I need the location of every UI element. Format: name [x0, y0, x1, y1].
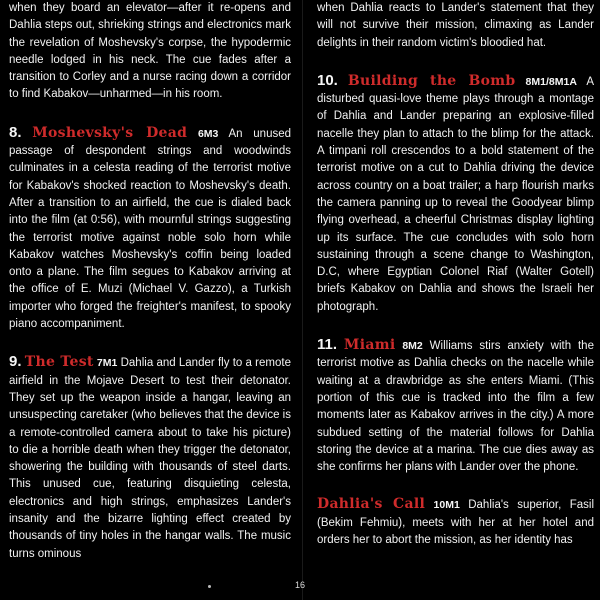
section-10-text: A disturbed quasi-love theme plays through a montage of Dahlia and Lander preparing an explosive-filled nacelle they plan to attach to the blimp for the attack. A timpani roll crescendos to a bold statement of the terrorist motive on a cut to Dahlia driving the device across country on a boat trailer; a harp flourish marks the camera panning up to reveal the Goodyear blimp flying overhead, a cheerful Christmas display lighting up its surface. The cue concludes with solo horn sustaining through a scene change to Washington, D.C, where Egyptian Colonel Riaf (Walter Gotell) briefs Kabakov on Dahlia and shows the Israeli her photograph. [317, 75, 594, 313]
section-10 [317, 72, 594, 316]
right-column [317, 0, 594, 549]
section-8-code: 6M3 [197, 127, 219, 140]
section-10-code: 8M1/8M1A [525, 75, 577, 88]
section-9-text: Dahlia and Lander fly to a remote airfield in the Mojave Desert to test their detonator. They set up the weapon inside a hangar, leaving an unsuspecting caretaker (who believes that the device is a remote-controlled camera about to take his picture) to die a horrible death when they trigger the detonator, showering the building with thousands of steel darts. This unused cue, featuring disquieting celesta, electronics and high strings, emphasizes Lander's insanity and the bizarre lighting effect created by thousands of tiny holes in the hangar walls. The music turns ominous [9, 357, 291, 560]
section-11-code: 8M2 [402, 340, 423, 353]
page-number: 16 [294, 580, 305, 590]
section-8-number: 8. [9, 123, 22, 141]
section-8 [9, 124, 291, 334]
section-10-title: Building the Bomb [347, 72, 516, 89]
section-8-title: Moshevsky's Dead [32, 124, 188, 141]
section-9-number: 9. [9, 353, 22, 371]
right-intro-paragraph: when Dahlia reacts to Lander's statement that they will not survive their mission, climaxing as Lander delights in their random victim's bloodied hat. [317, 2, 594, 49]
section-10-number: 10. [317, 71, 338, 89]
section-9-code: 7M1 [96, 357, 118, 370]
section-12-title: Dahlia's Call [317, 496, 426, 513]
section-12 [317, 496, 594, 549]
section-12-text: Dahlia's superior, Fasil (Bekim Fehmiu), meets with her at her hotel and orders her to abort the mission, as her identity has [317, 499, 594, 547]
section-11 [317, 336, 594, 476]
section-9 [9, 353, 291, 563]
section-11-title: Miami [343, 337, 396, 354]
left-column [9, 0, 291, 563]
column-divider [302, 0, 303, 600]
section-9-title: The Test [24, 354, 94, 371]
left-intro-paragraph: when they board an elevator—after it re-opens and Dahlia steps out, shrieking strings and electronics mark the revelation of Moshevsky's corpse, the hypodermic needle lodged in his neck. The cue fades after a transition to Corley and a nurse racing down a corridor to find Kabakov—unharmed—in his room. [9, 2, 291, 101]
section-8-text: An unused passage of despondent strings and woodwinds culminates in a celesta reading of the terrorist motive for Kabakov's shocked reaction to Moshevsky's death. After a transition to an airfield, the cue is dialed back into the film (at 0:56), with mournful strings suggesting the terrorist motive against noble solo horn while Kabakov watches Moshevsky's coffin being loaded onto a plane. The film segues to Kabakov arriving at the office of E. Muzi (Michael V. Gazzo), a Turkish importer who forged the freighter's manifest, to spooky piano accompaniment. [9, 127, 292, 331]
section-11-text: Williams stirs anxiety with the terrorist motive as Dahlia checks on the nacelle while waiting at a drawbridge as she enters Miami. (This portion of this cue is tracked into the film a few moments later as Kabakov arrives in the city.) A more subdued setting of the material follows for Dahlia storing the device at a marina. The cue dies away as she confirms her plans with Lander over the phone. [317, 340, 594, 474]
section-12-code: 10M1 [433, 499, 460, 512]
section-11-number: 11. [317, 336, 338, 354]
